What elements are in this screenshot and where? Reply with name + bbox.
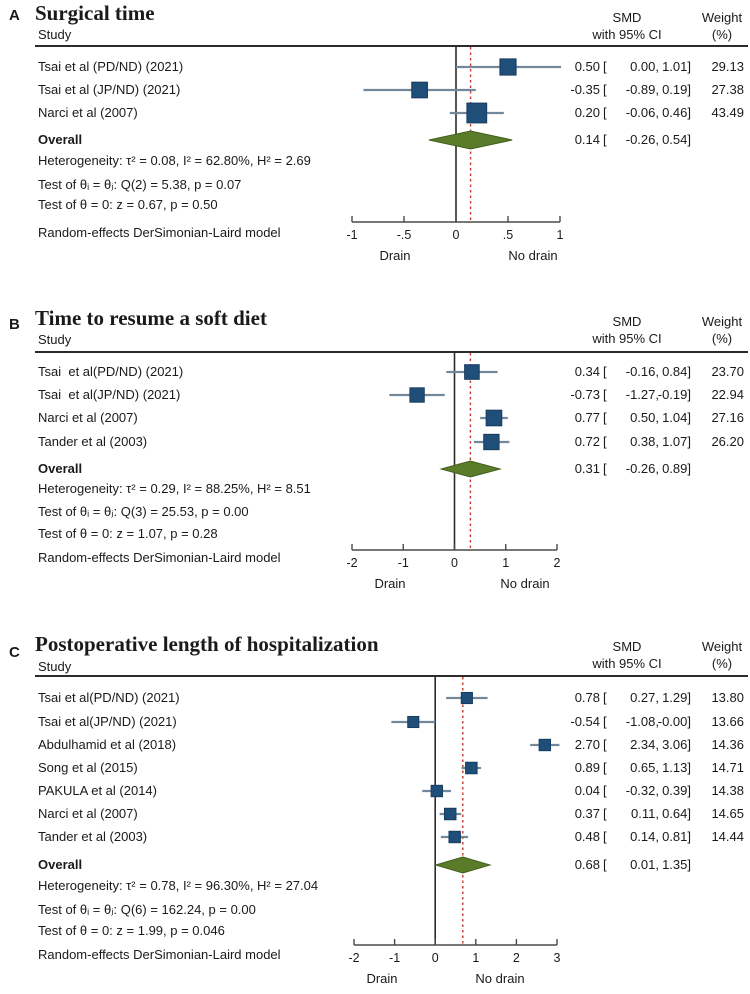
weight-value: 14.36 [711, 737, 744, 752]
ci-lower: -0.16, [625, 364, 659, 379]
right-group-label: No drain [475, 971, 525, 986]
ci-open-bracket: [ [603, 737, 607, 752]
effect-estimate: 0.37 [574, 806, 600, 821]
x-tick-label: .5 [502, 228, 514, 242]
overall-ci-upper: 1.35] [662, 857, 691, 872]
effect-marker [431, 785, 442, 796]
weight-value: 14.38 [711, 783, 744, 798]
x-tick-label: 2 [512, 951, 520, 965]
effect-marker [500, 59, 516, 75]
homogeneity-test: Test of θᵢ = θⱼ: Q(6) = 162.24, p = 0.00 [38, 902, 256, 917]
study-label: Abdulhamid et al (2018) [38, 737, 177, 752]
ci-lower: -1.08, [625, 714, 659, 729]
ci-open-bracket: [ [603, 760, 607, 775]
ci-upper: 1.13] [662, 760, 691, 775]
study-label: Tsai et al(PD/ND) (2021) [38, 364, 184, 379]
homogeneity-test: Test of θᵢ = θⱼ: Q(2) = 5.38, p = 0.07 [38, 177, 242, 192]
panel-letter: C [9, 644, 20, 661]
effect-marker [484, 434, 499, 449]
study-label: Tander et al (2003) [38, 434, 148, 449]
ci-open-bracket: [ [603, 434, 607, 449]
heterogeneity-stats: Heterogeneity: τ² = 0.08, I² = 62.80%, H² = 2.69 [38, 153, 311, 168]
ci-open-bracket: [ [603, 461, 607, 476]
effect-marker [410, 388, 424, 402]
x-tick-label: -1 [346, 228, 358, 242]
effect-marker [449, 831, 460, 842]
overall-estimate: 0.14 [574, 132, 600, 147]
ci-open-bracket: [ [603, 690, 607, 705]
ci-lower: -0.32, [625, 783, 659, 798]
column-header-weight-pct: (%) [711, 331, 733, 346]
model-label: Random-effects DerSimonian-Laird model [38, 550, 281, 565]
weight-value: 27.16 [711, 410, 744, 425]
ci-upper: 1.04] [662, 410, 691, 425]
heterogeneity-stats: Heterogeneity: τ² = 0.29, I² = 88.25%, H² = 8.51 [38, 481, 311, 496]
ci-open-bracket: [ [603, 829, 607, 844]
x-tick-label: -.5 [396, 228, 412, 242]
overall-ci-upper: 0.89] [662, 461, 691, 476]
ci-lower: -1.27, [625, 387, 659, 402]
effect-marker [444, 808, 455, 819]
study-label: Tsai et al (JP/ND) (2021) [38, 82, 181, 97]
ci-upper: 0.64] [662, 806, 691, 821]
panel-c [0, 615, 750, 994]
ci-open-bracket: [ [603, 857, 607, 872]
x-tick-label: -2 [348, 951, 360, 965]
panel-a [0, 0, 750, 300]
ci-lower: 0.11, [631, 806, 659, 821]
x-tick-label: 0 [451, 556, 458, 570]
ci-upper: -0.00] [657, 714, 691, 729]
effect-estimate: 0.48 [574, 829, 600, 844]
panel-title: Surgical time [35, 1, 155, 25]
x-tick-label: 1 [556, 228, 564, 242]
study-label: Tsai et al(PD/ND) (2021) [38, 690, 180, 705]
left-group-label: Drain [366, 971, 398, 986]
ci-open-bracket: [ [603, 410, 607, 425]
ci-lower: 0.00, [630, 59, 659, 74]
panel-letter: A [9, 7, 20, 24]
overall-diamond [441, 461, 500, 477]
column-header-smd: SMD [612, 639, 642, 654]
study-label: Tsai et al(JP/ND) (2021) [38, 387, 181, 402]
column-header-weight: Weight [701, 10, 743, 25]
homogeneity-test: Test of θᵢ = θⱼ: Q(3) = 25.53, p = 0.00 [38, 504, 249, 519]
ci-open-bracket: [ [603, 132, 607, 147]
study-label: Tsai et al(JP/ND) (2021) [38, 714, 177, 729]
effect-estimate: -0.54 [570, 714, 600, 729]
panel-title: Time to resume a soft diet [35, 306, 267, 330]
overall-diamond [429, 131, 512, 149]
column-header-weight-pct: (%) [711, 27, 733, 42]
ci-open-bracket: [ [603, 783, 607, 798]
ci-open-bracket: [ [603, 82, 607, 97]
effect-estimate: 0.50 [574, 59, 600, 74]
study-label: Narci et al (2007) [38, 806, 138, 821]
column-header-weight: Weight [701, 639, 743, 654]
weight-value: 27.38 [711, 82, 744, 97]
forest-plot-canvas [0, 300, 750, 615]
effect-estimate: 0.78 [574, 690, 600, 705]
overall-ci-lower: 0.01, [630, 857, 659, 872]
column-header-weight-pct: (%) [711, 656, 733, 671]
effect-marker [408, 716, 419, 727]
ci-upper: 0.19] [662, 82, 691, 97]
column-header-study: Study [38, 27, 72, 42]
right-group-label: No drain [508, 248, 558, 263]
panel-title: Postoperative length of hospitalization [35, 632, 379, 656]
ci-lower: 0.50, [630, 410, 659, 425]
significance-test: Test of θ = 0: z = 1.99, p = 0.046 [38, 923, 225, 938]
ci-open-bracket: [ [603, 714, 607, 729]
model-label: Random-effects DerSimonian-Laird model [38, 947, 281, 962]
effect-marker [412, 82, 428, 98]
x-tick-label: -2 [346, 556, 358, 570]
study-label: PAKULA et al (2014) [38, 783, 157, 798]
significance-test: Test of θ = 0: z = 0.67, p = 0.50 [38, 197, 218, 212]
ci-open-bracket: [ [603, 364, 607, 379]
effect-estimate: -0.73 [570, 387, 600, 402]
study-label: Song et al (2015) [38, 760, 138, 775]
overall-diamond [436, 857, 490, 873]
right-group-label: No drain [500, 576, 550, 591]
weight-value: 13.80 [711, 690, 744, 705]
overall-label: Overall [38, 461, 83, 476]
effect-estimate: 0.20 [574, 105, 600, 120]
left-group-label: Drain [374, 576, 406, 591]
column-header-weight: Weight [701, 314, 743, 329]
weight-value: 14.71 [711, 760, 744, 775]
study-label: Narci et al (2007) [38, 105, 138, 120]
effect-marker [467, 103, 487, 123]
weight-value: 23.70 [711, 364, 744, 379]
heterogeneity-stats: Heterogeneity: τ² = 0.78, I² = 96.30%, H² = 27.04 [38, 878, 319, 893]
ci-lower: -0.06, [625, 105, 659, 120]
effect-estimate: 0.34 [574, 364, 600, 379]
ci-open-bracket: [ [603, 59, 607, 74]
ci-upper: 0.39] [662, 783, 691, 798]
ci-upper: 1.07] [662, 434, 691, 449]
overall-estimate: 0.68 [574, 857, 600, 872]
weight-value: 26.20 [711, 434, 744, 449]
ci-lower: 0.65, [630, 760, 659, 775]
x-tick-label: 2 [553, 556, 561, 570]
effect-marker [466, 762, 478, 774]
significance-test: Test of θ = 0: z = 1.07, p = 0.28 [38, 526, 218, 541]
ci-open-bracket: [ [603, 387, 607, 402]
x-tick-label: 0 [452, 228, 460, 242]
column-header-study: Study [38, 332, 72, 347]
ci-upper: 1.29] [662, 690, 691, 705]
ci-upper: 0.81] [662, 829, 691, 844]
model-label: Random-effects DerSimonian-Laird model [38, 225, 281, 240]
study-label: Tander et al (2003) [38, 829, 148, 844]
weight-value: 14.44 [711, 829, 744, 844]
x-tick-label: 1 [472, 951, 480, 965]
effect-estimate: -0.35 [570, 82, 600, 97]
effect-marker [465, 365, 480, 380]
ci-lower: 0.38, [630, 434, 659, 449]
column-header-smd: SMD [612, 314, 642, 329]
effect-estimate: 0.72 [574, 434, 600, 449]
ci-upper: -0.19] [657, 387, 691, 402]
overall-ci-upper: 0.54] [662, 132, 691, 147]
overall-ci-lower: -0.26, [625, 132, 659, 147]
effect-marker [486, 410, 502, 426]
effect-estimate: 0.77 [574, 410, 600, 425]
overall-ci-lower: -0.26, [625, 461, 659, 476]
panel-letter: B [9, 316, 20, 333]
ci-lower: 0.14, [630, 829, 659, 844]
column-header-ci: with 95% CI [592, 331, 662, 346]
weight-value: 13.66 [711, 714, 744, 729]
x-tick-label: -1 [397, 556, 409, 570]
weight-value: 29.13 [711, 59, 744, 74]
x-tick-label: 1 [502, 556, 510, 570]
column-header-smd: SMD [612, 10, 642, 25]
column-header-ci: with 95% CI [592, 27, 662, 42]
effect-marker [461, 692, 472, 703]
overall-label: Overall [38, 132, 83, 147]
effect-estimate: 2.70 [574, 737, 600, 752]
weight-value: 22.94 [711, 387, 744, 402]
x-tick-label: 0 [431, 951, 439, 965]
effect-estimate: 0.04 [574, 783, 600, 798]
ci-lower: -0.89, [625, 82, 659, 97]
ci-lower: 2.34, [630, 737, 659, 752]
overall-estimate: 0.31 [574, 461, 600, 476]
ci-upper: 0.84] [662, 364, 691, 379]
column-header-study: Study [38, 659, 72, 674]
weight-value: 43.49 [711, 105, 744, 120]
effect-estimate: 0.89 [574, 760, 600, 775]
ci-open-bracket: [ [603, 105, 607, 120]
ci-upper: 3.06] [662, 737, 691, 752]
panel-b [0, 300, 750, 615]
ci-lower: 0.27, [630, 690, 659, 705]
ci-upper: 1.01] [662, 59, 691, 74]
column-header-ci: with 95% CI [592, 656, 662, 671]
study-label: Tsai et al (PD/ND) (2021) [38, 59, 184, 74]
left-group-label: Drain [379, 248, 411, 263]
study-label: Narci et al (2007) [38, 410, 138, 425]
ci-upper: 0.46] [662, 105, 691, 120]
ci-open-bracket: [ [603, 806, 607, 821]
x-tick-label: -1 [389, 951, 401, 965]
overall-label: Overall [38, 857, 83, 872]
x-tick-label: 3 [553, 951, 561, 965]
weight-value: 14.65 [711, 806, 744, 821]
